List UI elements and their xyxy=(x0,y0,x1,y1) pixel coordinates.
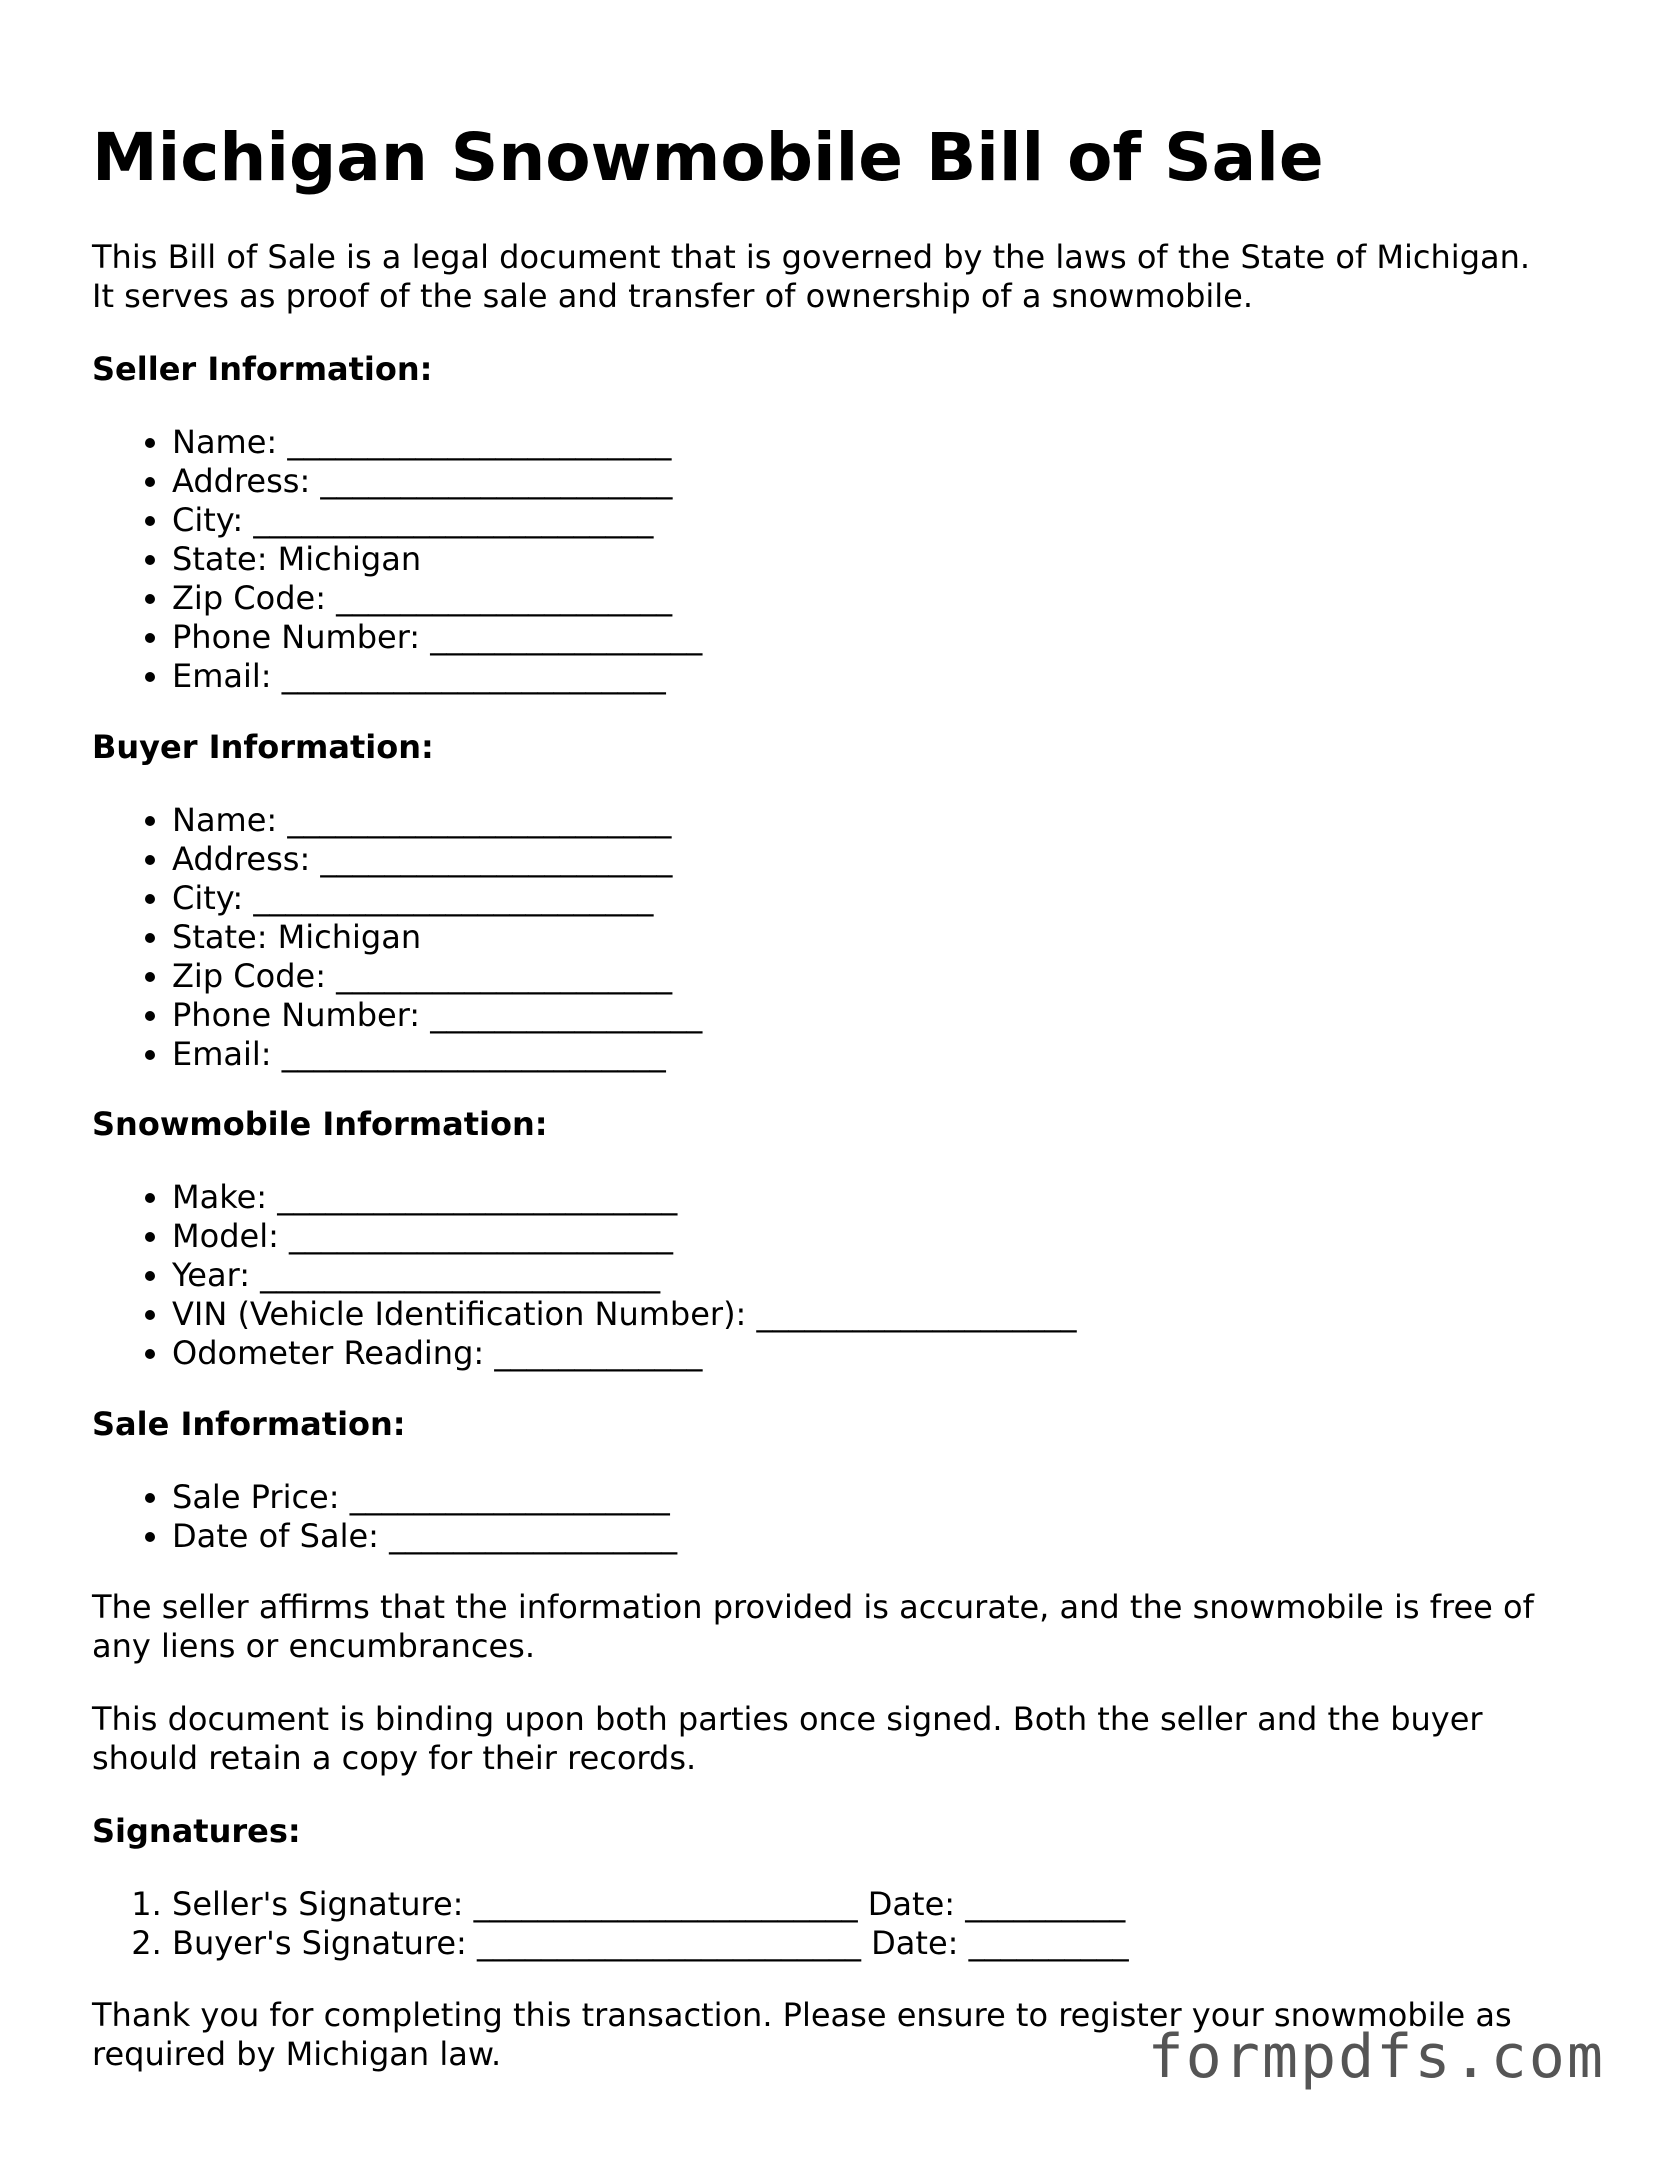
seller-email-field: • Email: ________________________ xyxy=(172,657,702,696)
page-title: Michigan Snowmobile Bill of Sale xyxy=(92,119,1324,196)
intro-line-1: This Bill of Sale is a legal document that is governed by the laws of the State of Michigan. xyxy=(92,238,1531,276)
watermark: formpdfs.com xyxy=(1147,2022,1605,2092)
seller-state-field: • State: Michigan xyxy=(172,540,702,579)
binding-line-1: This document is binding upon both parties once signed. Both the seller and the buyer xyxy=(92,1700,1483,1738)
snowmobile-make-field: • Make: _________________________ xyxy=(172,1178,1077,1217)
seller-heading: Seller Information: xyxy=(92,350,433,388)
snowmobile-heading: Snowmobile Information: xyxy=(92,1105,548,1143)
signatures-list xyxy=(92,1885,1129,1963)
seller-address-field: • Address: ______________________ xyxy=(172,462,702,501)
buyer-zip-field: • Zip Code: _____________________ xyxy=(172,957,702,996)
seller-name-field: • Name: ________________________ xyxy=(172,423,702,462)
closing-line-1: Thank you for completing this transaction. Please ensure to register your snowmobile as xyxy=(92,1996,1512,2034)
affirm-line-2: any liens or encumbrances. xyxy=(92,1627,535,1665)
snowmobile-model-field: • Model: ________________________ xyxy=(172,1217,1077,1256)
intro-line-2: It serves as proof of the sale and transfer of ownership of a snowmobile. xyxy=(92,277,1254,315)
snowmobile-vin-field: • VIN (Vehicle Identification Number): ____________________ xyxy=(172,1295,1077,1334)
buyer-signature-line: 2. Buyer's Signature: ________________________ Date: __________ xyxy=(172,1924,1129,1963)
binding-line-2: should retain a copy for their records. xyxy=(92,1739,697,1777)
snowmobile-odometer-field: • Odometer Reading: _____________ xyxy=(172,1334,1077,1373)
closing-line-2: required by Michigan law. xyxy=(92,2035,502,2073)
snowmobile-year-field: • Year: _________________________ xyxy=(172,1256,1077,1295)
seller-list xyxy=(92,423,702,696)
buyer-heading: Buyer Information: xyxy=(92,728,434,766)
sale-date-field: • Date of Sale: __________________ xyxy=(172,1517,677,1556)
affirm-line-1: The seller affirms that the information provided is accurate, and the snowmobile is free of xyxy=(92,1588,1534,1626)
seller-city-field: • City: _________________________ xyxy=(172,501,702,540)
seller-phone-field: • Phone Number: _________________ xyxy=(172,618,702,657)
sale-list xyxy=(92,1478,677,1556)
buyer-email-field: • Email: ________________________ xyxy=(172,1035,702,1074)
buyer-phone-field: • Phone Number: _________________ xyxy=(172,996,702,1035)
buyer-city-field: • City: _________________________ xyxy=(172,879,702,918)
buyer-state-field: • State: Michigan xyxy=(172,918,702,957)
snowmobile-list xyxy=(92,1178,1077,1373)
sale-price-field: • Sale Price: ____________________ xyxy=(172,1478,677,1517)
buyer-address-field: • Address: ______________________ xyxy=(172,840,702,879)
signatures-heading: Signatures: xyxy=(92,1812,301,1850)
sale-heading: Sale Information: xyxy=(92,1405,406,1443)
seller-zip-field: • Zip Code: _____________________ xyxy=(172,579,702,618)
buyer-name-field: • Name: ________________________ xyxy=(172,801,702,840)
buyer-list xyxy=(92,801,702,1074)
seller-signature-line: 1. Seller's Signature: ________________________ Date: __________ xyxy=(172,1885,1129,1924)
